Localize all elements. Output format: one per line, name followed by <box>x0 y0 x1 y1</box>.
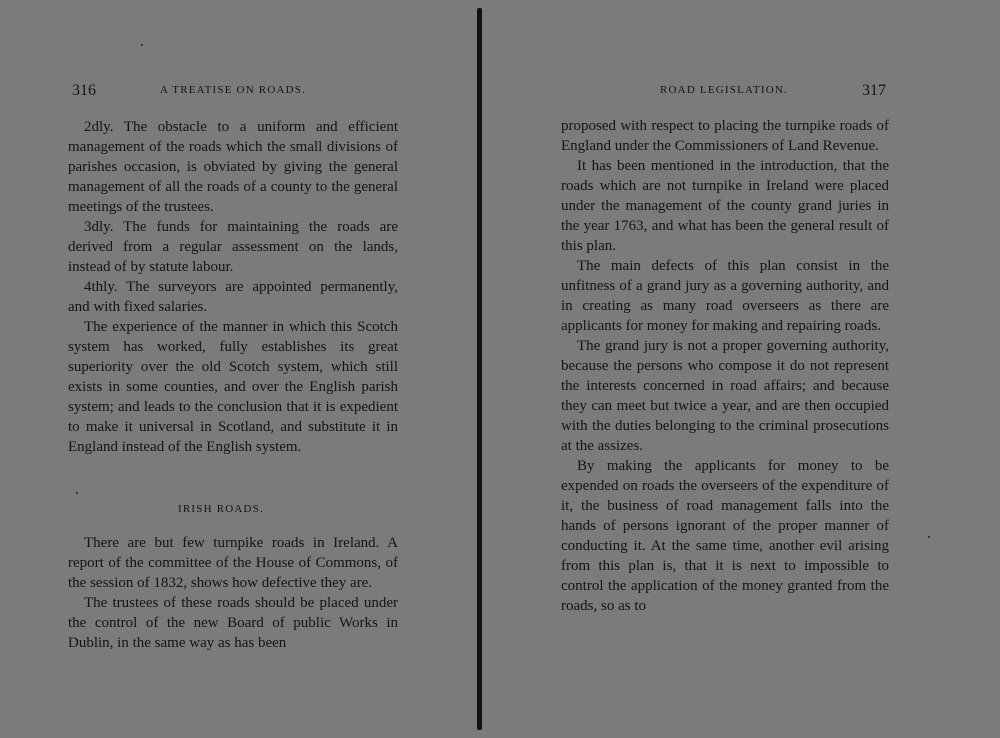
section-title: IRISH ROADS. <box>178 503 264 515</box>
right-page-body <box>561 116 889 616</box>
left-page <box>0 0 470 738</box>
paragraph: By making the applicants for money to be expended on roads the overseers of the expenditure of it, the business of road management falls into the hands of persons ignorant of the proper manner of conducting it. At the same time, another evil arising from this plan is, that it is next to impossible to control the application of the money granted from the roads, so as to <box>561 458 889 614</box>
running-head: ROAD LEGISLATION. <box>660 84 788 96</box>
paragraph: 2dly. The obstacle to a uniform and efficient management of the roads which the small divisions of parishes occasion, is obviated by giving the general management of all the roads of a county to the general meetings of the trustees. <box>68 119 398 215</box>
paragraph: There are but few turnpike roads in Ireland. A report of the committee of the House of Commons, of the session of 1832, shows how defective they are. <box>68 535 398 591</box>
paragraph: The trustees of these roads should be placed under the control of the new Board of public Works in Dublin, in the same way as has been <box>68 595 398 651</box>
paragraph: It has been mentioned in the introduction, that the roads which are not turnpike in Ireland were placed under the management of the county grand juries in the year 1763, and what has been the general result of this plan. <box>561 158 889 254</box>
running-head: A TREATISE ON ROADS. <box>160 84 307 96</box>
paragraph: The main defects of this plan consist in the unfitness of a grand jury as a governing authority, and in creating as many road overseers as there are applicants for money for making and repairing roads. <box>561 258 889 334</box>
paragraph: 4thly. The surveyors are appointed permanently, and with fixed salaries. <box>68 279 398 315</box>
page-number: 317 <box>862 82 886 99</box>
book-gutter <box>477 8 482 730</box>
continuation-paragraph: proposed with respect to placing the turnpike roads of England under the Commissioners of Land Revenue. <box>561 118 889 154</box>
paragraph: 3dly. The funds for maintaining the roads are derived from a regular assessment on the lands, instead of by statute labour. <box>68 219 398 275</box>
left-page-body <box>68 117 398 653</box>
paragraph: The grand jury is not a proper governing authority, because the persons who compose it do not represent the interests concerned in road affairs; and because they can meet but twice a year, and are then occupied with the duties belonging to the criminal prosecutions at the assizes. <box>561 338 889 454</box>
page-number: 316 <box>72 82 96 99</box>
paragraph: The experience of the manner in which this Scotch system has worked, fully establishes its great superiority over the old Scotch system, which still exists in some counties, and over the English parish system; and leads to the conclusion that it is expedient to make it universal in Scotland, and substitute it in England instead of the English system. <box>68 319 398 455</box>
right-page <box>490 0 1000 738</box>
